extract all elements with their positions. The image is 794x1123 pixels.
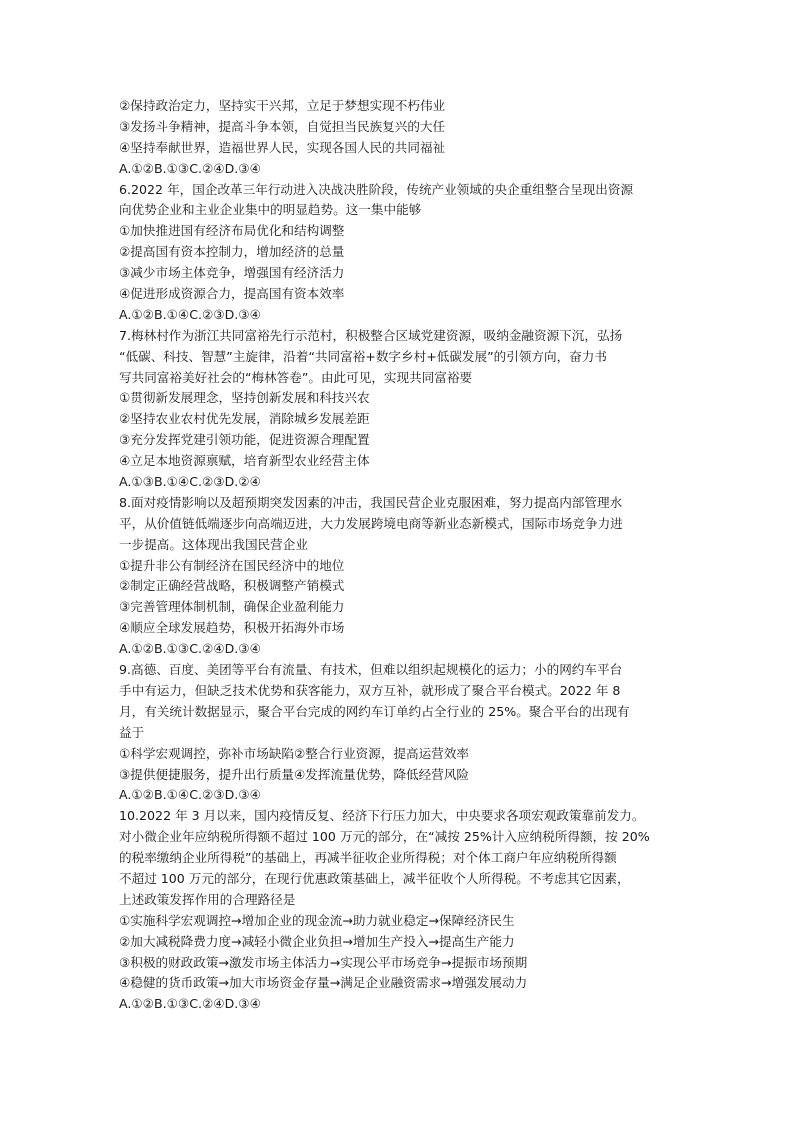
stem-line: 手中有运力，但缺乏技术优势和获客能力，双方互补，就形成了聚合平台模式。2022 年 8 (119, 682, 621, 698)
option-item: ④顺应全球发展趋势，积极开拓海外市场 (119, 620, 345, 636)
option-item: ③提供便捷服务，提升出行质量④发挥流量优势，降低经营风险 (119, 766, 470, 782)
answer-choices: A.①②B.①③C.②④D.③④ (119, 160, 261, 176)
stem-line: “低碳、科技、智慧”主旋律，沿着“共同富裕+数字乡村+低碳发展”的引领方向，奋力书 (119, 348, 607, 364)
option-item: ④促进形成资源合力，提高国有资本效率 (119, 286, 345, 302)
stem-line: 上述政策发挥作用的合理路径是 (119, 891, 296, 907)
stem-line: 写共同富裕美好社会的“梅林答卷”。由此可见，实现共同富裕要 (119, 369, 473, 385)
option-list (119, 911, 691, 995)
stem-line: 对小微企业年应纳税所得额不超过 100 万元的部分，在“减按 25%计入应纳税所得额，按 20% (119, 829, 650, 845)
option-list (119, 388, 691, 472)
question-q5-tail (119, 96, 691, 180)
question-stem (119, 806, 691, 910)
question-stem (119, 180, 691, 222)
stem-line: 8.面对疫情影响以及超预期突发因素的冲击，我国民营企业克服困难，努力提高内部管理水 (119, 494, 623, 510)
option-list (119, 744, 691, 786)
stem-line: 向优势企业和主业企业集中的明显趋势。这一集中能够 (119, 202, 422, 218)
stem-line: 月，有关统计数据显示，聚合平台完成的网约车订单约占全行业的 25%。聚合平台的出现有 (119, 703, 630, 719)
option-item: ①科学宏观调控，弥补市场缺陷②整合行业资源，提高运营效率 (119, 745, 470, 761)
question-q9 (119, 660, 691, 806)
option-item: ③完善管理体制机制，确保企业盈利能力 (119, 599, 345, 615)
question-stem (119, 493, 691, 556)
stem-line: 6.2022 年，国企改革三年行动进入决战决胜阶段，传统产业领域的央企重组整合呈现出资源 (119, 181, 634, 197)
question-q7 (119, 326, 691, 493)
answer-choices: A.①②B.①④C.②③D.③④ (119, 306, 261, 322)
option-item: ②坚持农业农村优先发展，消除城乡发展差距 (119, 411, 370, 427)
option-list (119, 556, 691, 640)
stem-line: 不超过 100 万元的部分，在现行优惠政策基础上，减半征收个人所得税。不考虑其它因素， (119, 870, 630, 886)
option-item: ②提高国有资本控制力，增加经济的总量 (119, 244, 345, 260)
question-q10 (119, 806, 691, 1015)
stem-line: 一步提高。这体现出我国民营企业 (119, 536, 308, 552)
option-item: ①加快推进国有经济布局优化和结构调整 (119, 223, 345, 239)
question-stem (119, 660, 691, 744)
stem-line: 10.2022 年 3 月以来，国内疫情反复、经济下行压力加大，中央要求各项宏观政策靠前发力。 (119, 808, 645, 824)
stem-line: 益于 (119, 724, 145, 740)
answer-choices: A.①②B.①③C.②④D.③④ (119, 641, 261, 657)
option-item: ②加大减税降费力度→减轻小微企业负担→增加生产投入→提高生产能力 (119, 933, 515, 949)
option-item: ②制定正确经营战略，积极调整产销模式 (119, 578, 345, 594)
stem-line: 9.高德、百度、美团等平台有流量、有技术，但难以组织起规模化的运力；小的网约车平台 (119, 662, 623, 678)
answer-choices: A.①②B.①④C.②③D.③④ (119, 787, 261, 803)
option-item: ④坚持奉献世界，造福世界人民，实现各国人民的共同福祉 (119, 139, 446, 155)
stem-line: 平，从价值链低端逐步向高端迈进，大力发展跨境电商等新业态新模式，国际市场竞争力进 (119, 515, 623, 531)
option-item: ①贯彻新发展理念，坚持创新发展和科技兴农 (119, 390, 370, 406)
option-item: ③充分发挥党建引领功能，促进资源合理配置 (119, 432, 370, 448)
option-item: ②保持政治定力，坚持实干兴邦，立足于梦想实现不朽伟业 (119, 98, 446, 113)
answer-choices: A.①②B.①③C.②④D.③④ (119, 996, 261, 1012)
option-item: ④立足本地资源禀赋，培育新型农业经营主体 (119, 453, 370, 469)
option-item: ①提升非公有制经济在国民经济中的地位 (119, 557, 345, 573)
document-page (119, 96, 691, 1015)
option-item: ③积极的财政政策→激发市场主体活力→实现公平市场竞争→提振市场预期 (119, 954, 528, 970)
stem-line: 7.梅林村作为浙江共同富裕先行示范村，积极整合区域党建资源，吸纳金融资源下沉，弘扬 (119, 327, 623, 343)
option-item: ④稳健的货币政策→加大市场资金存量→满足企业融资需求→增强发展动力 (119, 975, 528, 991)
option-list (119, 221, 691, 305)
option-list (119, 96, 691, 159)
question-stem (119, 326, 691, 389)
option-item: ③发扬斗争精神，提高斗争本领，自觉担当民族复兴的大任 (119, 118, 446, 134)
question-q8 (119, 493, 691, 660)
option-item: ①实施科学宏观调控→增加企业的现金流→助力就业稳定→保障经济民生 (119, 912, 515, 928)
stem-line: 的税率缴纳企业所得税”的基础上，再减半征收企业所得税；对个体工商户年应纳税所得额 (119, 850, 617, 866)
answer-choices: A.①③B.①④C.②③D.②④ (119, 474, 261, 490)
option-item: ③减少市场主体竞争，增强国有经济活力 (119, 265, 345, 281)
question-q6 (119, 180, 691, 326)
